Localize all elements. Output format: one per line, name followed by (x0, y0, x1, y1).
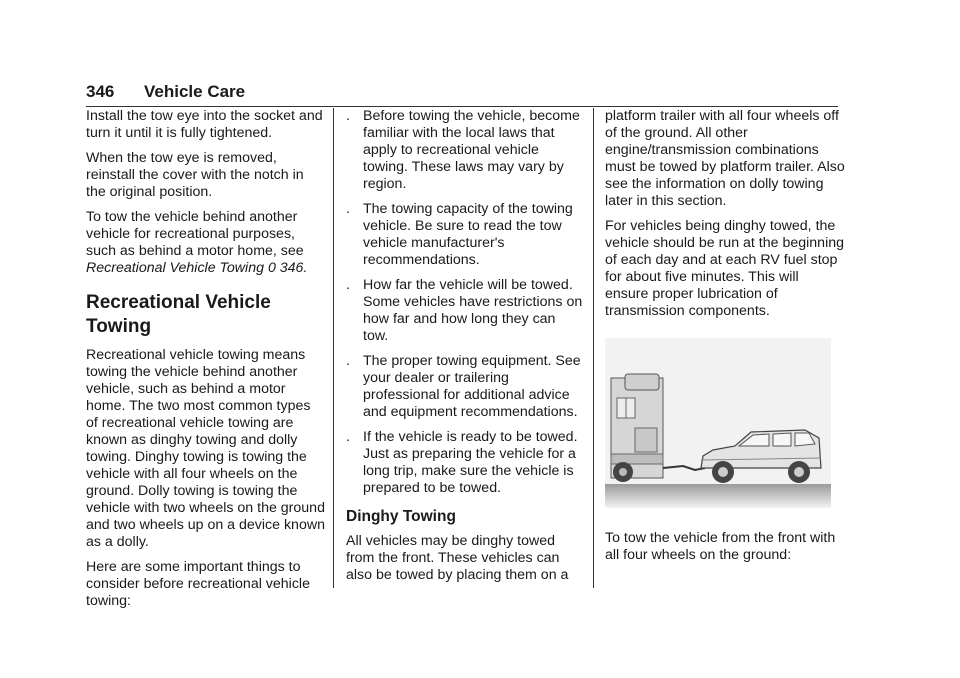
paragraph-text: To tow the vehicle behind another vehicle for recreational purposes, such as behind a motor home, see (86, 209, 304, 259)
section-title: Vehicle Care (144, 82, 246, 101)
list-item (346, 429, 584, 497)
list-item (346, 353, 584, 421)
motor-home-shape (611, 374, 663, 482)
column-2 (346, 108, 584, 592)
list-item (346, 277, 584, 345)
column-3 (605, 108, 845, 572)
paragraph: Install the tow eye into the socket and turn it until it is fully tightened. (86, 108, 323, 141)
list-item-text: The towing capacity of the towing vehicle. Be sure to read the tow vehicle manufacturer's recommendations. (363, 201, 573, 268)
dinghy-towing-illustration (605, 338, 831, 508)
section-heading: Recreational Vehicle Towing (86, 292, 271, 337)
paragraph (86, 209, 326, 277)
cross-reference-page: 346. (275, 260, 308, 276)
cross-reference-link[interactable] (86, 260, 307, 276)
column-divider (593, 108, 594, 588)
paragraph: Here are some important things to consider before recreational vehicle towing: (86, 559, 310, 609)
paragraph: Recreational vehicle towing means towing the vehicle behind another vehicle, such as behind a motor home. The two most common types of recreational vehicle towing are known as dinghy towing and dolly towing. Dinghy towing is towing the vehicle with all four wheels on the ground. Dolly towing is towing the vehicle with two wheels on the ground and two wheels up on a device known as a dolly. (86, 347, 325, 550)
bullet-mark: . (346, 108, 350, 124)
paragraph: All vehicles may be dinghy towed from the front. These vehicles can also be towed by placing them on a (346, 533, 569, 583)
subsection-heading: Dinghy Towing (346, 508, 456, 525)
list-item (346, 108, 584, 193)
page-header (86, 80, 838, 107)
column-1 (86, 108, 326, 618)
page-reference-arrow-icon: 0 (267, 260, 276, 276)
column-divider (333, 108, 334, 588)
list-item (346, 201, 584, 269)
paragraph: platform trailer with all four wheels off of the ground. All other engine/transmission combinations must be towed by platform trailer. Also see the information on dolly towing later in this section. (605, 108, 845, 209)
towing-image (605, 338, 831, 508)
list-item-text: If the vehicle is ready to be towed. Just as preparing the vehicle for a long trip, make sure the vehicle is prepared to be towed. (363, 429, 578, 496)
bullet-mark: . (346, 201, 350, 217)
list-item-text: Before towing the vehicle, become familiar with the local laws that apply to recreational vehicle towing. These laws may vary by region. (363, 108, 580, 192)
bullet-mark: . (346, 353, 350, 369)
list-item-text: How far the vehicle will be towed. Some vehicles have restrictions on how far and how long they can tow. (363, 277, 583, 344)
list-item-text: The proper towing equipment. See your dealer or trailering professional for additional advice and equipment recommendations. (363, 353, 581, 420)
paragraph: To tow the vehicle from the front with all four wheels on the ground: (605, 530, 836, 563)
bullet-mark: . (346, 277, 350, 293)
bullet-mark: . (346, 429, 350, 445)
cross-reference-title: Recreational Vehicle Towing (86, 260, 264, 276)
page-number: 346 (86, 82, 115, 101)
paragraph: For vehicles being dinghy towed, the vehicle should be run at the beginning of each day and at each RV fuel stop for about five minutes. This will ensure proper lubrication of transmission components. (605, 218, 844, 319)
paragraph: When the tow eye is removed, reinstall the cover with the notch in the original position. (86, 150, 304, 200)
